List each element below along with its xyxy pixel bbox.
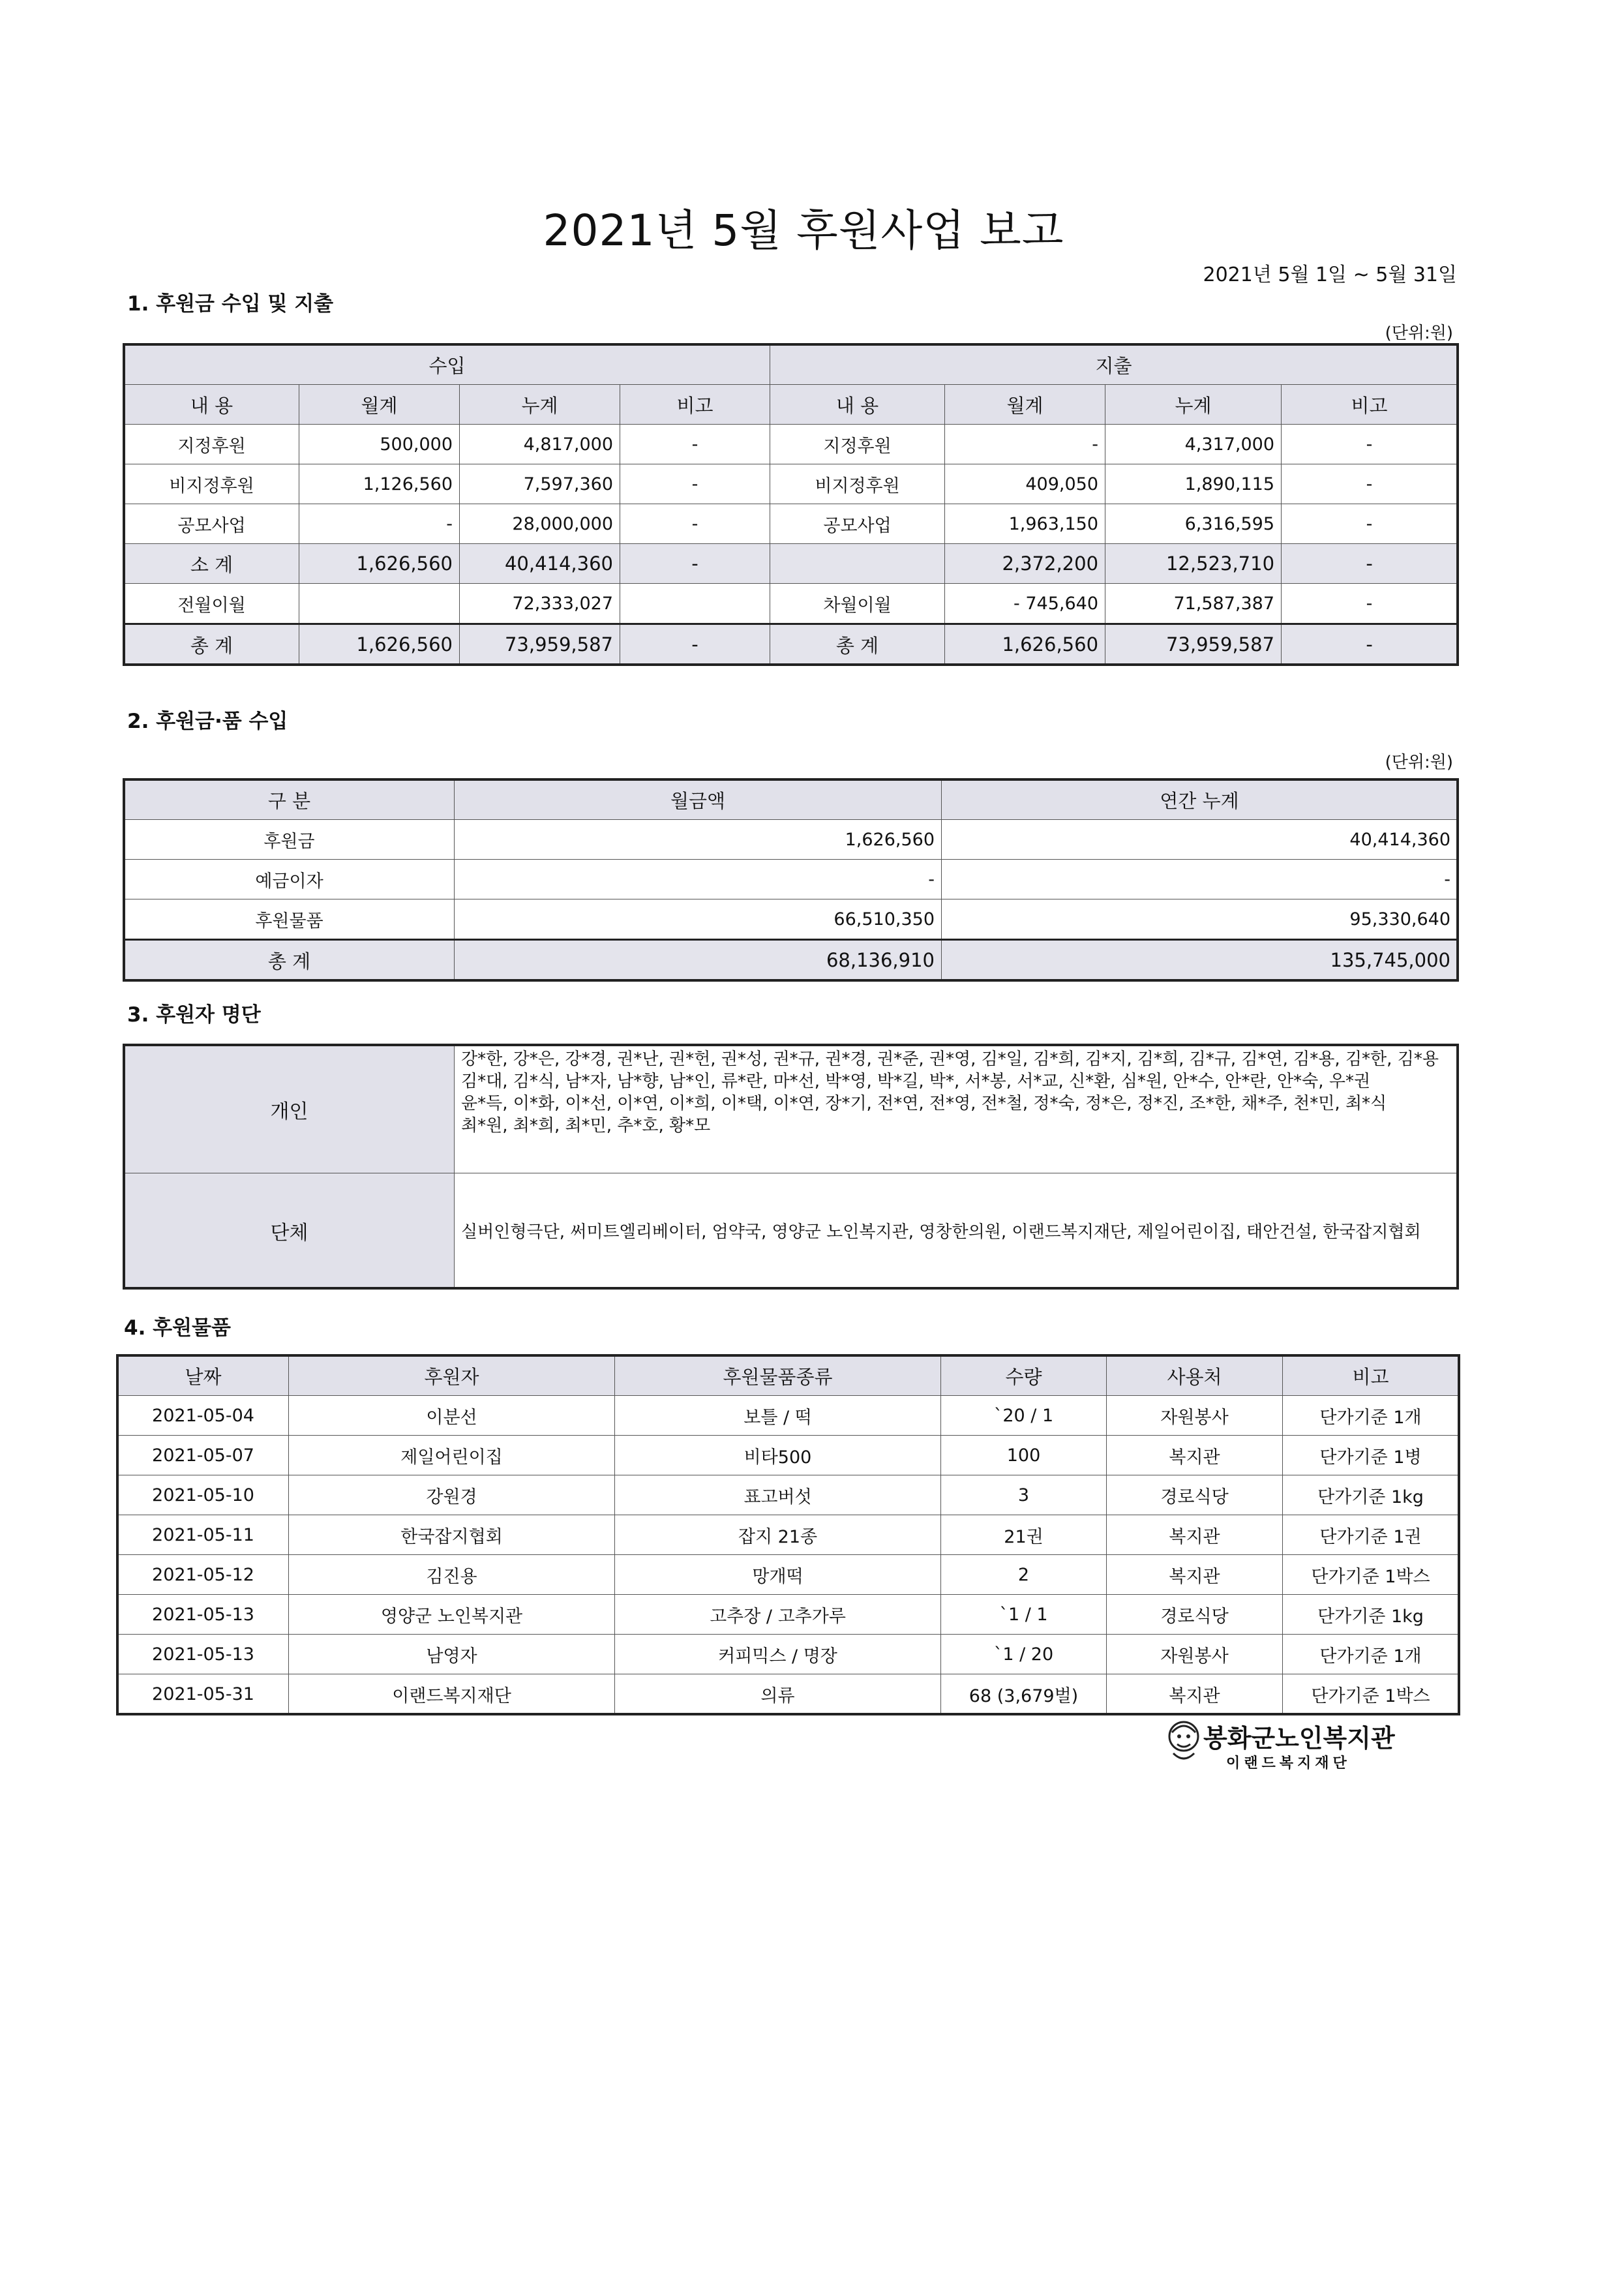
- donor-line: 최*원, 최*희, 최*민, 추*호, 황*모: [461, 1116, 711, 1136]
- cell: 100: [941, 1436, 1107, 1475]
- cell: 복지관: [1107, 1674, 1283, 1714]
- income-expense-table: [124, 344, 1458, 665]
- table-row: [118, 1436, 1459, 1475]
- cell: 자원봉사: [1107, 1396, 1283, 1436]
- cell: 강원경: [289, 1475, 615, 1515]
- cell: -: [942, 860, 1458, 899]
- col-header: 비고: [1283, 1356, 1459, 1396]
- cell: 28,000,000: [460, 504, 620, 544]
- cell: 95,330,640: [942, 899, 1458, 940]
- cell: 71,587,387: [1105, 584, 1282, 624]
- cell: 복지관: [1107, 1515, 1283, 1555]
- cell: -: [620, 624, 770, 665]
- cell: 자원봉사: [1107, 1635, 1283, 1674]
- group-label: 단체: [125, 1173, 455, 1288]
- table-row: [125, 584, 1458, 624]
- cell: 1,126,560: [299, 464, 460, 504]
- total-row: [125, 940, 1458, 980]
- col-header: 후원물품종류: [615, 1356, 941, 1396]
- cell: 7,597,360: [460, 464, 620, 504]
- cell: 총 계: [770, 624, 945, 665]
- cell: 후원물품: [125, 899, 455, 940]
- col-header: 사용처: [1107, 1356, 1283, 1396]
- cell: 경로식당: [1107, 1595, 1283, 1635]
- cell: 2021-05-12: [118, 1555, 289, 1595]
- section2-unit: (단위:원): [1385, 753, 1453, 772]
- expense-header: 지출: [770, 345, 1458, 385]
- cell: 이랜드복지재단: [289, 1674, 615, 1714]
- cell: 2021-05-07: [118, 1436, 289, 1475]
- cell: 차월이월: [770, 584, 945, 624]
- col-header: 월계: [299, 385, 460, 425]
- cell: 1,963,150: [945, 504, 1105, 544]
- section1-heading: 1. 후원금 수입 및 지출: [127, 292, 334, 316]
- group-donors: 실버인형극단, 써미트엘리베이터, 엄약국, 영양군 노인복지관, 영창한의원, 이랜드복지재단, 제일어린이집, 태안건설, 한국잡지협회: [455, 1173, 1458, 1288]
- cell: 500,000: [299, 425, 460, 464]
- cell: `20 / 1: [941, 1396, 1107, 1436]
- col-header: 비고: [620, 385, 770, 425]
- cell: 경로식당: [1107, 1475, 1283, 1515]
- cell: -: [620, 425, 770, 464]
- cell: -: [1282, 584, 1458, 624]
- cell: 6,316,595: [1105, 504, 1282, 544]
- cell: -: [455, 860, 942, 899]
- donor-list-table: [124, 1045, 1458, 1288]
- cell: 1,626,560: [299, 544, 460, 584]
- subtotal-row: [125, 544, 1458, 584]
- col-header: 내 용: [770, 385, 945, 425]
- cell: 지정후원: [125, 425, 299, 464]
- table-row: [118, 1515, 1459, 1555]
- cell: 이분선: [289, 1396, 615, 1436]
- cell: 영양군 노인복지관: [289, 1595, 615, 1635]
- cell: 68 (3,679벌): [941, 1674, 1107, 1714]
- cell: 1,626,560: [299, 624, 460, 665]
- cell: 2021-05-31: [118, 1674, 289, 1714]
- table-row: [118, 1475, 1459, 1515]
- cell: 3: [941, 1475, 1107, 1515]
- cell: 후원금: [125, 820, 455, 860]
- cell: 비지정후원: [125, 464, 299, 504]
- table-row: [118, 1396, 1459, 1436]
- cell: 40,414,360: [460, 544, 620, 584]
- cell: 전월이월: [125, 584, 299, 624]
- cell: 단가기준 1박스: [1283, 1555, 1459, 1595]
- table-row: [118, 1595, 1459, 1635]
- col-header: 후원자: [289, 1356, 615, 1396]
- cell: 2021-05-13: [118, 1595, 289, 1635]
- cell: 409,050: [945, 464, 1105, 504]
- cell: 김진용: [289, 1555, 615, 1595]
- cell: 예금이자: [125, 860, 455, 899]
- cell: 비타500: [615, 1436, 941, 1475]
- col-header: 구 분: [125, 780, 455, 820]
- cell: [770, 544, 945, 584]
- table-row: [118, 1555, 1459, 1595]
- cell: -: [1282, 464, 1458, 504]
- cell: 2021-05-10: [118, 1475, 289, 1515]
- individual-label: 개인: [125, 1046, 455, 1173]
- cell: 66,510,350: [455, 899, 942, 940]
- cell: 총 계: [125, 624, 299, 665]
- cell: 72,333,027: [460, 584, 620, 624]
- cell: -: [299, 504, 460, 544]
- cell: 73,959,587: [460, 624, 620, 665]
- cell: 한국잡지협회: [289, 1515, 615, 1555]
- cell: 복지관: [1107, 1555, 1283, 1595]
- report-period: 2021년 5월 1일 ~ 5월 31일: [1203, 264, 1457, 286]
- cell: 커피믹스 / 명장: [615, 1635, 941, 1674]
- cell: 제일어린이집: [289, 1436, 615, 1475]
- cell: `1 / 20: [941, 1635, 1107, 1674]
- cell: 복지관: [1107, 1436, 1283, 1475]
- cell: 1,626,560: [945, 624, 1105, 665]
- cell: 소 계: [125, 544, 299, 584]
- table-row: [125, 820, 1458, 860]
- cell: 지정후원: [770, 425, 945, 464]
- cell: -: [620, 504, 770, 544]
- table-row: [125, 899, 1458, 940]
- cell: 공모사업: [770, 504, 945, 544]
- table-row: [118, 1674, 1459, 1714]
- cell: -: [945, 425, 1105, 464]
- cell: 68,136,910: [455, 940, 942, 980]
- section2-heading: 2. 후원금·품 수입: [127, 710, 288, 733]
- cell: 공모사업: [125, 504, 299, 544]
- col-header: 누계: [460, 385, 620, 425]
- col-header: 날짜: [118, 1356, 289, 1396]
- table-row: [125, 504, 1458, 544]
- individual-donors: [455, 1046, 1458, 1173]
- donor-line: 강*한, 강*은, 강*경, 권*난, 권*헌, 권*성, 권*규, 권*경, 권*준, 권*영, 김*일, 김*희, 김*지, 김*희, 김*규, 김*연, 김*용, 김*한, 김*용: [461, 1050, 1439, 1069]
- cell: -: [620, 464, 770, 504]
- cell: 73,959,587: [1105, 624, 1282, 665]
- cell: -: [1282, 425, 1458, 464]
- donated-goods-table: [117, 1355, 1459, 1714]
- cell: 2021-05-11: [118, 1515, 289, 1555]
- cell: -: [620, 544, 770, 584]
- section3-heading: 3. 후원자 명단: [127, 1003, 261, 1027]
- col-header: 연간 누계: [942, 780, 1458, 820]
- col-header: 내 용: [125, 385, 299, 425]
- section4-heading: 4. 후원물품: [124, 1316, 231, 1340]
- cell: 단가기준 1박스: [1283, 1674, 1459, 1714]
- cell: 4,317,000: [1105, 425, 1282, 464]
- cell: 1,626,560: [455, 820, 942, 860]
- table-row: [125, 464, 1458, 504]
- cell: 고추장 / 고추가루: [615, 1595, 941, 1635]
- cell: 단가기준 1kg: [1283, 1595, 1459, 1635]
- cell: 총 계: [125, 940, 455, 980]
- cell: [620, 584, 770, 624]
- col-header: 월금액: [455, 780, 942, 820]
- cell: 21권: [941, 1515, 1107, 1555]
- col-header: 누계: [1105, 385, 1282, 425]
- income-header: 수입: [125, 345, 770, 385]
- cell: 1,890,115: [1105, 464, 1282, 504]
- cell: 2,372,200: [945, 544, 1105, 584]
- cell: 단가기준 1권: [1283, 1515, 1459, 1555]
- col-header: 비고: [1282, 385, 1458, 425]
- cell: `1 / 1: [941, 1595, 1107, 1635]
- cell: 2: [941, 1555, 1107, 1595]
- table-row: [125, 425, 1458, 464]
- cell: 잡지 21종: [615, 1515, 941, 1555]
- cell: 2021-05-04: [118, 1396, 289, 1436]
- total-row: [125, 624, 1458, 665]
- cell: 4,817,000: [460, 425, 620, 464]
- cell: 12,523,710: [1105, 544, 1282, 584]
- cell: 단가기준 1개: [1283, 1396, 1459, 1436]
- cell: 135,745,000: [942, 940, 1458, 980]
- cell: 남영자: [289, 1635, 615, 1674]
- cell: 40,414,360: [942, 820, 1458, 860]
- table-row: [125, 860, 1458, 899]
- donor-line: 윤*득, 이*화, 이*선, 이*연, 이*희, 이*택, 이*연, 장*기, 전*연, 전*영, 전*철, 정*숙, 정*은, 정*진, 조*한, 채*주, 천*민, 최*식: [461, 1094, 1387, 1113]
- donation-income-table: [124, 779, 1458, 980]
- col-header: 수량: [941, 1356, 1107, 1396]
- cell: 단가기준 1kg: [1283, 1475, 1459, 1515]
- cell: -: [1282, 624, 1458, 665]
- cell: 단가기준 1개: [1283, 1635, 1459, 1674]
- cell: 2021-05-13: [118, 1635, 289, 1674]
- cell: [299, 584, 460, 624]
- cell: -: [1282, 544, 1458, 584]
- cell: 단가기준 1병: [1283, 1436, 1459, 1475]
- donor-line: 김*대, 김*식, 남*자, 남*향, 남*인, 류*란, 마*선, 박*영, 박*길, 박*, 서*봉, 서*교, 신*환, 심*원, 안*수, 안*란, 안*숙, 우*권: [461, 1072, 1371, 1091]
- elder-face-icon: [1164, 1715, 1203, 1768]
- cell: -: [1282, 504, 1458, 544]
- organization-foundation: 이랜드복지재단: [1226, 1755, 1351, 1772]
- cell: 의류: [615, 1674, 941, 1714]
- table-row: [118, 1635, 1459, 1674]
- col-header: 월계: [945, 385, 1105, 425]
- page-title: 2021년 5월 후원사업 보고: [543, 205, 1064, 256]
- cell: 비지정후원: [770, 464, 945, 504]
- cell: 표고버섯: [615, 1475, 941, 1515]
- cell: - 745,640: [945, 584, 1105, 624]
- section1-unit: (단위:원): [1385, 324, 1453, 343]
- cell: 망개떡: [615, 1555, 941, 1595]
- organization-name: 봉화군노인복지관: [1203, 1724, 1395, 1753]
- cell: 보틀 / 떡: [615, 1396, 941, 1436]
